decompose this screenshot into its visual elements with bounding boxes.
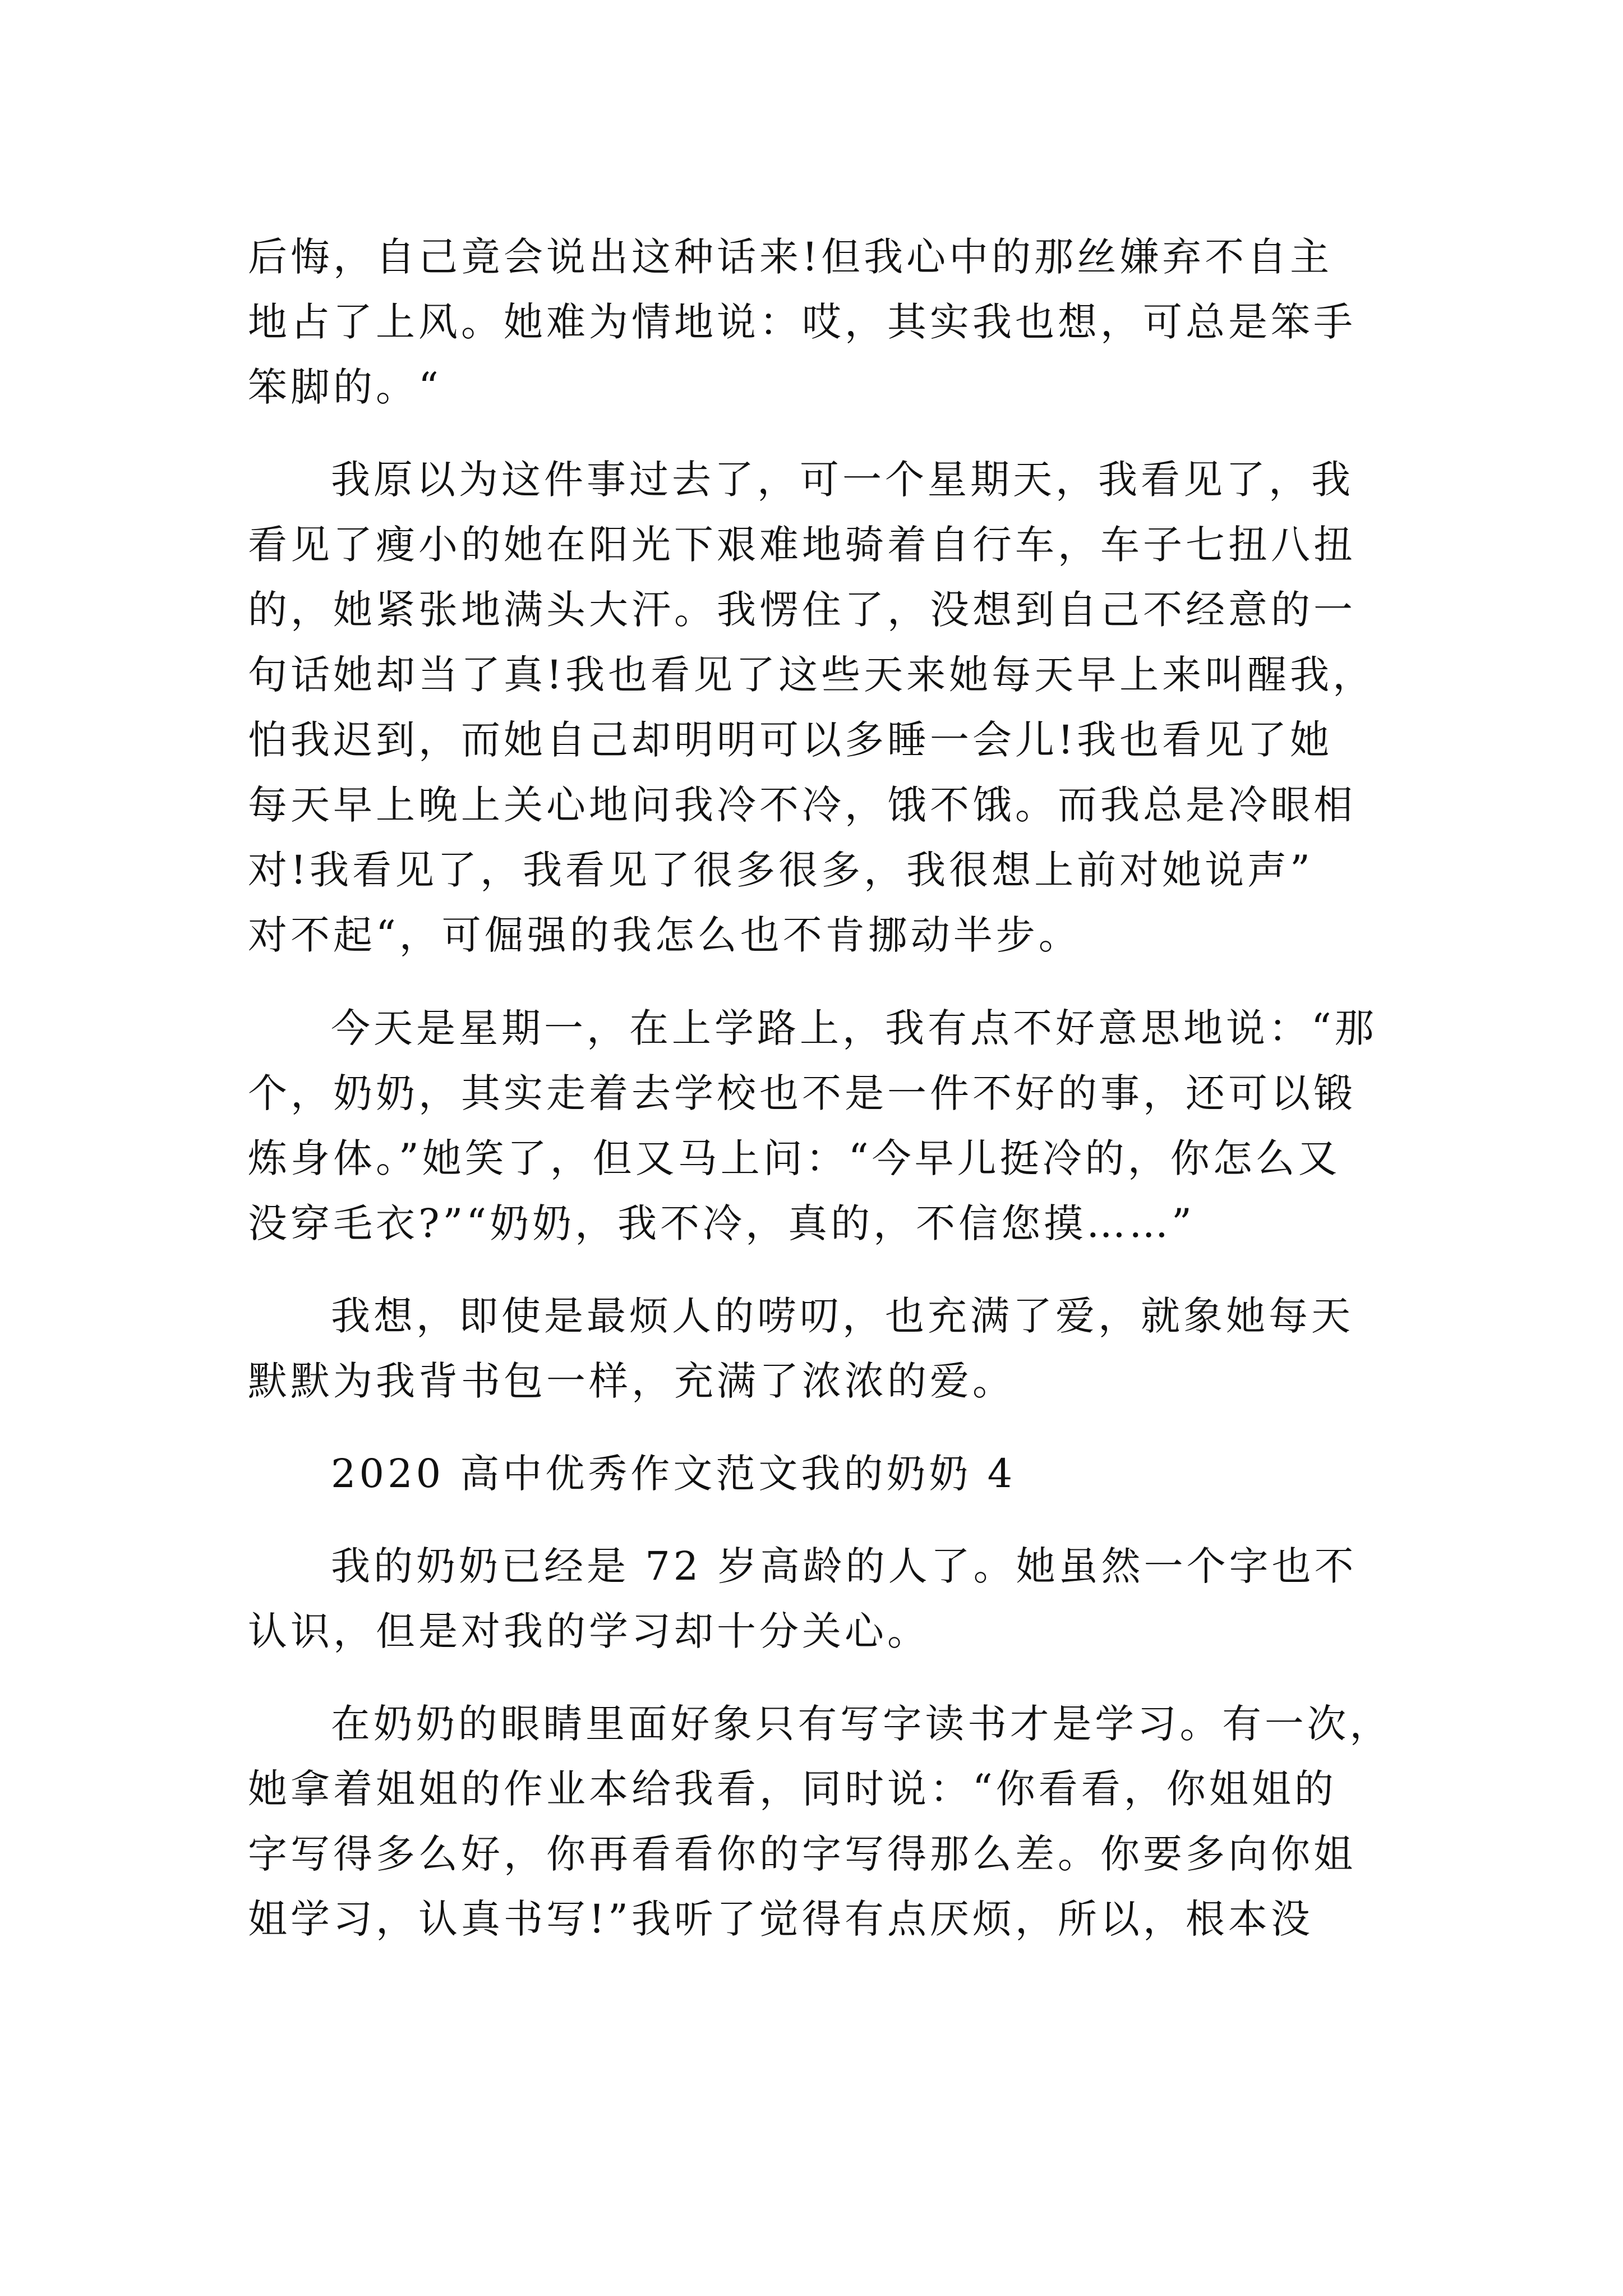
- text-line: 对不起“，可倔强的我怎么也不肯挪动半步。: [248, 912, 1081, 958]
- text-line: 认识，但是对我的学习却十分关心。: [248, 1608, 930, 1654]
- text-line: 字写得多么好，你再看看你的字写得那么差。你要多向你姐: [248, 1831, 1356, 1877]
- text-line: 炼身体。”她笑了，但又马上问：“今早儿挺冷的，你怎么又: [248, 1135, 1341, 1181]
- text-line: 她拿着姐姐的作业本给我看，同时说：“你看看，你姐姐的: [248, 1766, 1337, 1812]
- text-line: 在奶奶的眼睛里面好象只有写字读书才是学习。有一次，: [331, 1701, 1392, 1747]
- text-line: 没穿毛衣?”“奶奶，我不冷，真的，不信您摸……”: [248, 1200, 1195, 1246]
- text-line: 我想，即使是最烦人的唠叨，也充满了爱，就象她每天: [331, 1293, 1354, 1339]
- text-line: 地占了上风。她难为情地说：哎，其实我也想，可总是笨手: [248, 299, 1356, 345]
- text-line: 个，奶奶，其实走着去学校也不是一件不好的事，还可以锻: [248, 1070, 1356, 1116]
- text-line: 怕我迟到，而她自己却明明可以多睡一会儿!我也看见了她: [248, 717, 1333, 763]
- text-line: 默默为我背书包一样，充满了浓浓的爱。: [248, 1358, 1015, 1404]
- text-line: 我的奶奶已经是 72 岁高龄的人了。她虽然一个字也不: [331, 1543, 1357, 1589]
- text-line: 我原以为这件事过去了，可一个星期天，我看见了，我: [331, 457, 1354, 503]
- text-line: 笨脚的。“: [248, 364, 442, 410]
- text-line: 句话她却当了真!我也看见了这些天来她每天早上来叫醒我，: [248, 652, 1376, 698]
- text-line: 后悔，自己竟会说出这种话来!但我心中的那丝嫌弃不自主: [248, 234, 1333, 280]
- text-line: 看见了瘦小的她在阳光下艰难地骑着自行车，车子七扭八扭: [248, 522, 1356, 568]
- text-line: 姐学习，认真书写!”我听了觉得有点厌烦，所以，根本没: [248, 1896, 1313, 1942]
- section-heading: 2020 高中优秀作文范文我的奶奶 4: [331, 1451, 1016, 1497]
- text-line: 对!我看见了，我看见了很多很多，我很想上前对她说声”: [248, 847, 1313, 893]
- text-line: 今天是星期一，在上学路上，我有点不好意思地说：“那: [331, 1005, 1377, 1051]
- text-line: 每天早上晚上关心地问我冷不冷，饿不饿。而我总是冷眼相: [248, 782, 1356, 828]
- text-line: 的，她紧张地满头大汗。我愣住了，没想到自己不经意的一: [248, 587, 1356, 633]
